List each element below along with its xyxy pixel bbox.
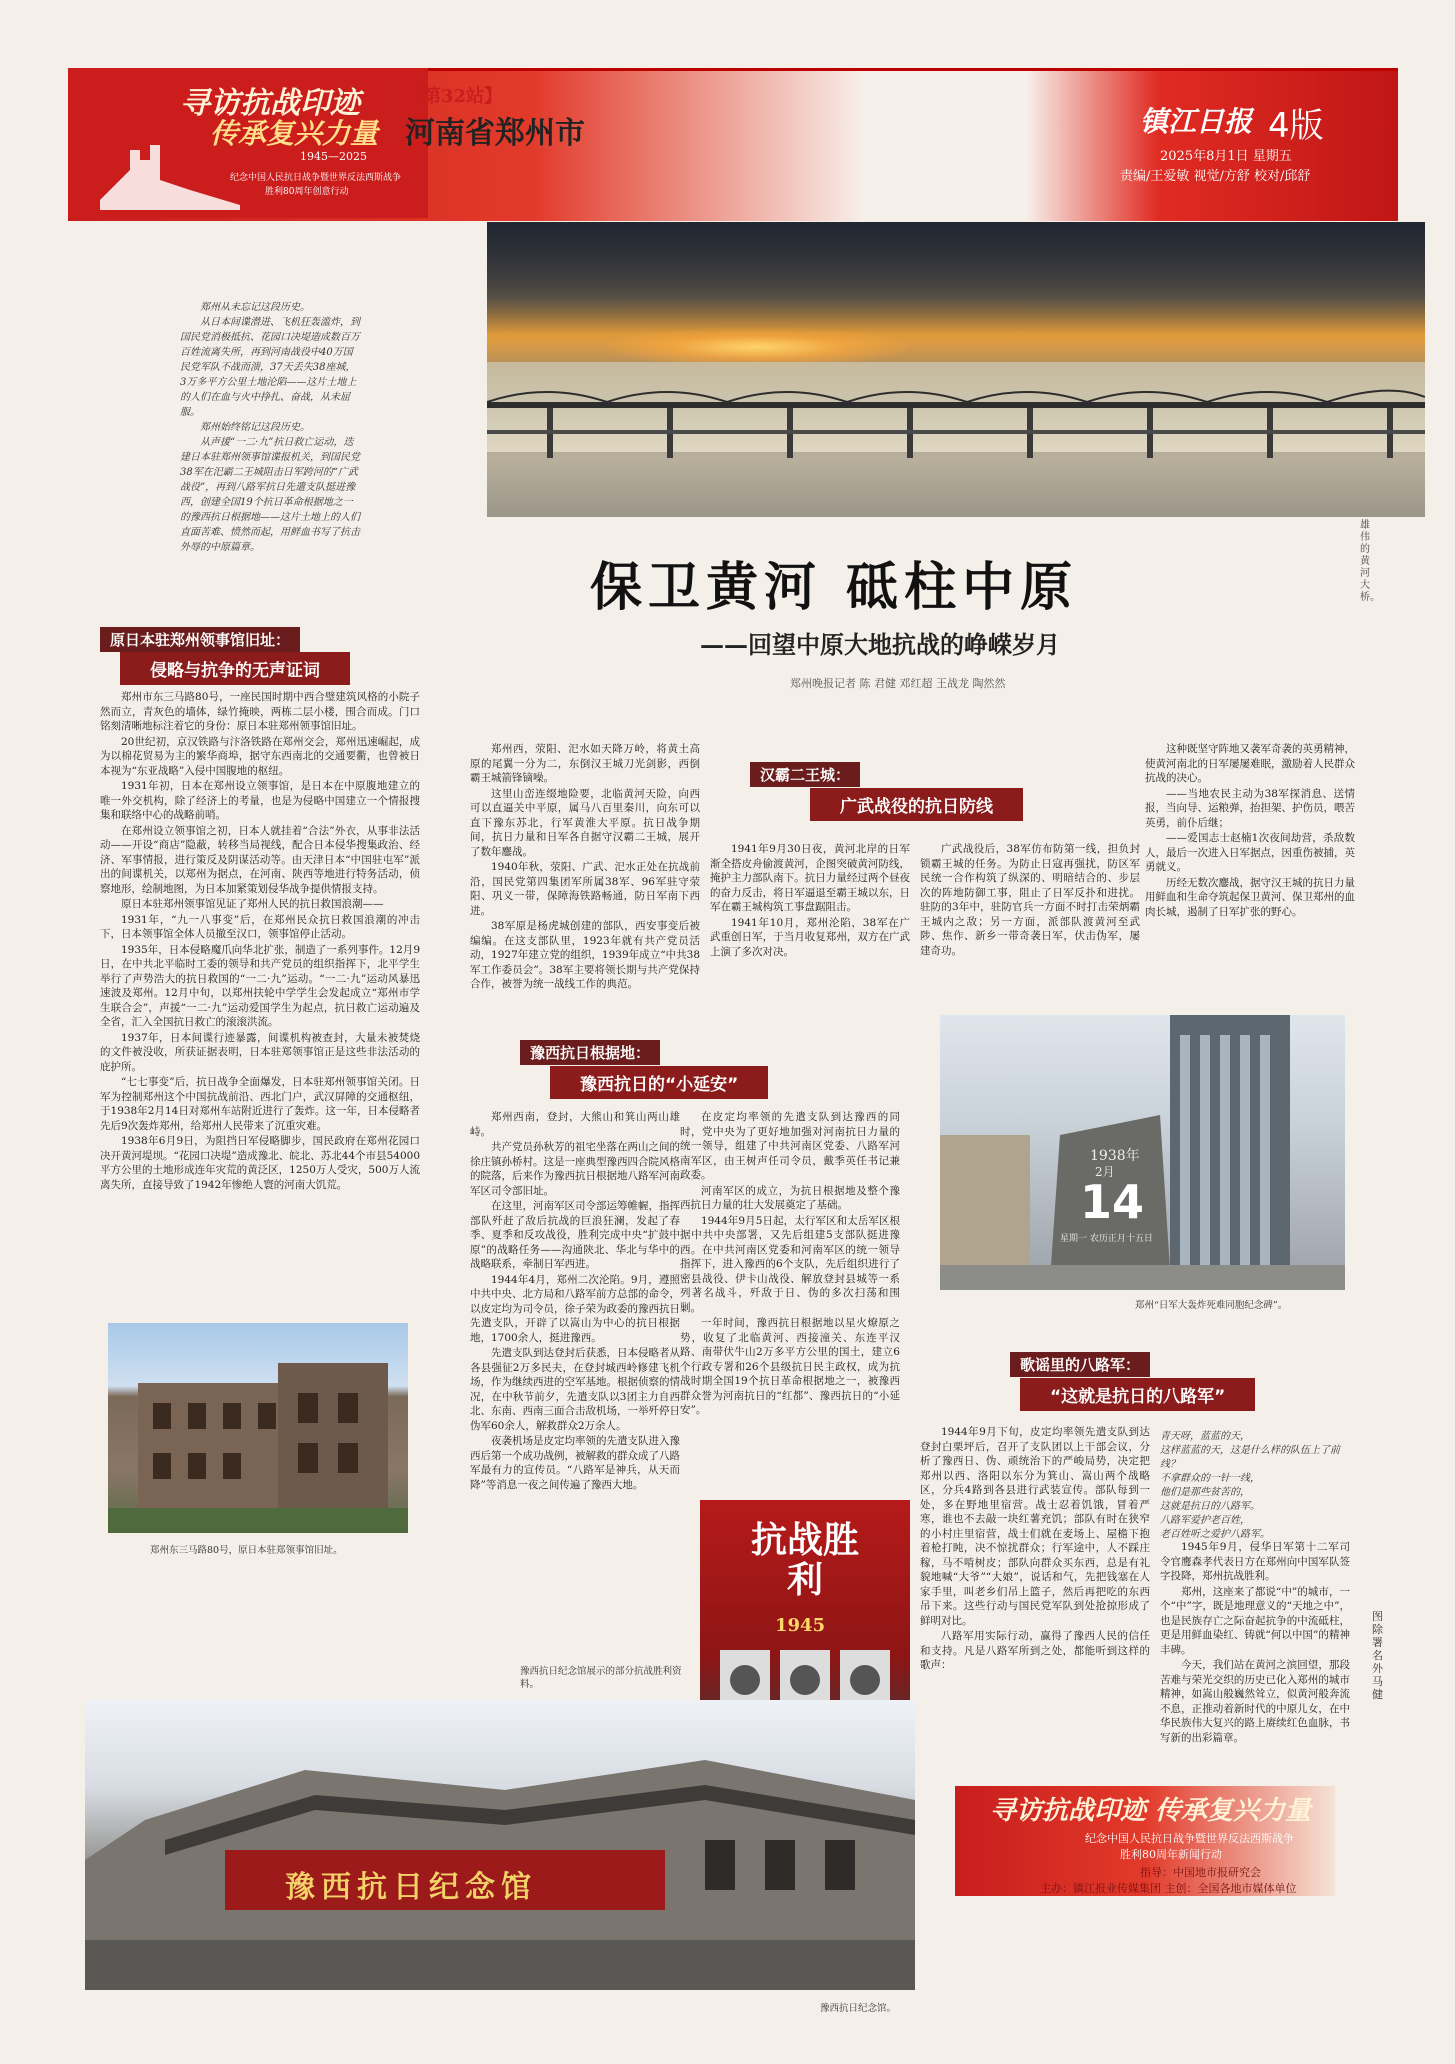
paragraph: 共产党员孙秋芳的祖宅坐落在两山之间的徐庄镇孙桥村。这是一座典型豫西四合院风格的院落，后来作为豫西抗日根据地八路军河南军区司令部旧址。 (470, 1141, 680, 1197)
paragraph: 1937年，日本间谍行迹暴露，间谍机构被查封，大量未被焚烧的文件被没收，所获证据表明，日本驻郑领事馆正是这些非法活动的庇护所。 (100, 1031, 420, 1073)
bridge-graphic (487, 382, 1425, 472)
photo-credit: 图除署名外 马健 (1372, 1610, 1383, 1701)
section1-body (100, 690, 420, 1193)
section4-title: “这就是抗日的八路军” (1020, 1378, 1255, 1411)
section4-body-2 (1160, 1540, 1350, 1746)
paragraph: ——当地农民主动为38军探消息、送情报，当向导、运粮弹，抬担架、护伤员，喂苦英勇，前仆后继； (1145, 787, 1355, 829)
section1-title: 侵略与抗争的无声证词 (120, 652, 350, 685)
section2-body-2 (1145, 742, 1355, 920)
monument-graphic (940, 1015, 1345, 1290)
hall-caption: 豫西抗日纪念馆。 (820, 2003, 897, 2014)
section3-label: 豫西抗日根据地： (520, 1040, 660, 1065)
paragraph: 原日本驻郑州领事馆见证了郑州人民的抗日救国浪潮—— (121, 898, 384, 910)
intro-p3: 郑州始终铭记这段历史。 (200, 422, 310, 433)
paragraph: 郑州，这座来了都说“中”的城市，一个“中”字，既是地理意义的“天地之中”，也是民族存亡之际奋起抗争的中流砥柱，更是用鲜血染红、铸就“何以中国”的精神丰碑。 (1160, 1585, 1350, 1656)
monument-photo (940, 1015, 1345, 1290)
intro-p4: 从声援“一二·九”抗日救亡运动，迭建日本驻郑州领事馆谍报机关，到国民党38军在汜霸二王城阻击日军跨河的“广武战役”，再到八路军抗日先遣支队挺进豫西，创建全国19个抗日革命根据地之一的豫西抗日根据地——这片土地上的人们直面苦难、愤然而起，用鲜血书写了抗击外辱的中原篇章。 (180, 437, 360, 553)
consulate-photo-caption: 郑州东三马路80号，原日本驻郑领事馆旧址。 (150, 1545, 343, 1556)
paragraph: 今天，我们站在黄河之滨回望，那段苦难与荣光交织的历史已化入郑州的城市精神，如嵩山般巍然耸立，似黄河般奔流不息，正推动着新时代的中原儿女，在中华民族伟大复兴的路上赓续红色血脉，书写新的出彩篇章。 (1160, 1659, 1350, 1744)
paragraph: 八路军用实际行动，赢得了豫西人民的信任和支持。凡是八路军所到之处，都能听到这样的歌声： (920, 1630, 1150, 1671)
paragraph: 在这里，河南军区司令部运筹帷幄，指挥部队歼赶了敌后抗战的巨浪狂澜，发起了春季、夏季和反攻战役，胜利完成中央“扩鼓中原”的战略任务——沟通陕北、华北与华中的战略联系，牵制日军西进。 (470, 1200, 680, 1270)
paragraph: 先遣支队到达登封后获悉，日本侵略者从各县强征2万多民夫，在登封城西岭修建飞机场，作为继续西进的空军基地。根据侦察的情况，在中秋节前夕，先遣支队以3团主力自西北、东南、西南三面合击敌机场，一举歼停日伪军60余人，解救群众2万余人。 (470, 1347, 680, 1432)
intro-p2: 从日本间谍潜进、飞机狂轰滥炸，到国民党消极抵抗、花园口决堤造成数百万百姓流离失所，再到河南战役中40万国民党军队不战而溃，37天丢失38座城，3万多平方公里土地沦陷——这片土地上的人们在血与火中挣扎、奋战，从未屈服。 (180, 317, 360, 418)
section3-title: 豫西抗日的“小延安” (550, 1066, 768, 1099)
main-headline: 保卫黄河 砥柱中原 (590, 558, 1079, 618)
footer-line-1: 纪念中国人民抗日战争暨世界反法西斯战争 (1085, 1832, 1294, 1845)
section4-body (920, 1425, 1150, 1674)
byline: 郑州晚报记者 陈 君健 邓红超 王战龙 陶然然 (790, 677, 1006, 690)
paragraph: 1940年秋，荥阳、广武、汜水正处在抗战前沿，国民党第四集团军所属38军、96军驻守荥阳、巩义一带，保障海铁路畅通，防日军南下西进。 (470, 861, 700, 917)
paragraph: 这种既坚守阵地又袭军奇袭的英勇精神，使黄河南北的日军屡屡难眠，激励着人民群众抗战的决心。 (1145, 743, 1355, 784)
paragraph: 20世纪初，京汉铁路与汴洛铁路在郑州交会，郑州迅速崛起，成为以棉花贸易为主的繁华商埠，据守东西南北的交通要衢，也曾被日本视为“东亚战略”入侵中国腹地的枢纽。 (100, 735, 420, 777)
section2-body (920, 842, 1140, 959)
monument-year: 1938年 (1090, 1148, 1140, 1164)
folk-song (1160, 1430, 1350, 1542)
paragraph: 1945年9月，侵华日军第十二军司令官鹰森孝代表日方在郑州向中国军队签字投降，郑州抗战胜利。 (1160, 1541, 1350, 1582)
poem-line: 青天呀，蓝蓝的天， (1160, 1431, 1250, 1442)
sub-headline: ——回望中原大地抗战的峥嵘岁月 (700, 630, 1060, 659)
header-slogan-1: 寻访抗战印迹 (180, 86, 360, 121)
header-slogan-2: 传承复兴力量 (210, 117, 379, 150)
poem-line: 八路军爱护老百姓， (1160, 1515, 1250, 1526)
section2-title: 广武战役的抗日防线 (810, 788, 1023, 821)
poem-line: 这就是抗日的八路军。 (1160, 1501, 1260, 1512)
building-graphic (108, 1323, 408, 1533)
exhibit-title: 抗战胜利 (750, 1519, 859, 1601)
header-years: 1945—2025 (300, 150, 367, 163)
memorial-hall-photo (85, 1700, 915, 1990)
section1-label: 原日本驻郑州领事馆旧址： (100, 627, 300, 652)
footer-line-2: 胜利80周年新闻行动 (1120, 1848, 1222, 1861)
monument-caption: 郑州“日军大轰炸死难同胞纪念碑”。 (1135, 1300, 1288, 1311)
section4-label: 歌谣里的八路军： (1010, 1352, 1150, 1377)
editor-credits: 责编/王爱敏 视觉/方舒 校对/邱舒 (1120, 169, 1311, 184)
edition-number: 4版 (1268, 106, 1324, 146)
paragraph: 1935年，日本侵略魔爪向华北扩张，制造了一系列事件。12月9日，在中共北平临时工委的领导和共产党员的组织指挥下，北平学生举行了声势浩大的抗日救国的“一二·九”运动。“一二·九”运动风暴迅速波及郑州。12月中旬，以郑州扶轮中学学生会发起成立“郑州市学生联合会”，声援“一二·九”运动爱国学生为起点，抗日救亡运动遍及全省，汇入全国抗日救亡的滚滚洪流。 (100, 943, 420, 1028)
section3-body (470, 1110, 680, 1493)
poem-line: 这样蓝蓝的天，这是什么样的队伍上了前线？ (1160, 1445, 1340, 1470)
sky-shade (487, 222, 1425, 342)
paragraph: 1938年6月9日，为阻挡日军侵略脚步，国民政府在郑州花园口决开黄河堤坝。“花园口决堤”造成豫北、皖北、苏北44个市县54000平方公里的土地形成连年灾荒的黄泛区，1250万人受灾，500万人流离失所，直接导致了1942年惨绝人寰的河南大饥荒。 (100, 1135, 420, 1191)
paragraph: 在皮定均率领的先遣支队到达豫西的同时，党中央为了更好地加强对河南抗日力量的统一领导，组建了中共河南区党委、八路军河南军区，由王树声任司令员，戴季英任书记兼政委。 (680, 1111, 900, 1181)
paragraph: 在郑州设立领事馆之初，日本人就挂着“合法”外衣，从事非法活动——开设“商店”隐蔽，转移当局视线，配合日本侵华搜集政治、经济、军事情报，进行策反及阴谋活动等。由天津日本“中国驻屯军”派出的间谍机关，以郑州为据点，在河南、陕西等地进行特务活动，侦察地形，绘制地图，为日本加紧策划侵华战争提供情报支持。 (100, 824, 420, 895)
footer-slogan: 寻访抗战印迹 传承复兴力量 (990, 1796, 1312, 1826)
section3-body-2 (680, 1110, 900, 1419)
header-subline-2: 胜利80周年创意行动 (265, 187, 349, 197)
exhibit-year: 1945 (775, 1615, 826, 1636)
paragraph: 1931年，“九一八事变”后，在郑州民众抗日救国浪潮的冲击下，日本领事馆全体人员撤至汉口，领事馆停止活动。 (100, 913, 420, 940)
header-divider (396, 82, 398, 144)
footer-line-3: 指导：中国地市报研究会 (1140, 1866, 1261, 1879)
monument-month: 2月 (1095, 1165, 1115, 1179)
paragraph: 郑州市东三马路80号，一座民国时期中西合璧建筑风格的小院子然而立，青灰色的墙体，绿竹掩映，两栋二层小楼，围合而成。门口铭刻清晰地标注着它的身份：原日本驻郑州领事馆旧址。 (100, 691, 420, 732)
paragraph: 夜袭机场是皮定均率领的先遣支队进入豫西后第一个成功战例，被解救的群众成了八路军最有力的宣传员。“八路军是神兵，从天而降”等消息一夜之间传遍了豫西大地。 (470, 1435, 680, 1491)
paragraph: “七七事变”后，抗日战争全面爆发，日本驻郑州领事馆关闭。日军为控制郑州这个中国抗战前沿、西北门户，武汉屏障的交通枢纽，于1938年2月14日对郑州车站附近进行了轰炸。这一年，日本侵略者先后9次轰炸郑州，给郑州人民带来了沉重灾难。 (100, 1076, 420, 1132)
paragraph: 历经无数次鏖战，据守汉王城的抗日力量用鲜血和生命夺筑起保卫黄河、保卫郑州的血肉长城，遏制了日军扩张的野心。 (1145, 876, 1355, 918)
consulate-building-photo (108, 1323, 408, 1533)
poem-line: 他们是那些贫苦的， (1160, 1487, 1250, 1498)
paragraph: 1944年9月下旬，皮定均率领先遣支队到达登封白栗坪后，召开了支队团以上干部会议，分析了豫西日、伪、顽统治下的严峻局势，决定把郑州以西、洛阳以东分为箕山、嵩山两个战略区，分兵4路到各县进行武装宣传。部队每到一处，多在野地里宿营。战士忍着饥饿，冒着严寒，谁也不去敲一块红薯充饥；部队有时在狭窄的小村庄里宿营，战士们就在麦场上、屋檐下抱着枪打盹，决不惊扰群众；行军途中，人不踩庄稼，马不啃树皮；部队向群众买东西，总是有礼貌地喊“大爷”“大娘”，说话和气，先把钱塞在人家手里，叫老乡们吊上篮子，然后再把吃的东西吊下来。这些行动与国民党军队到处抢掠形成了鲜明对比。 (920, 1426, 1150, 1627)
intro-text (180, 300, 360, 555)
header-subline-1: 纪念中国人民抗日战争暨世界反法西斯战争 (230, 173, 402, 183)
exhibit-caption: 豫西抗日纪念馆展示的部分抗战胜利资料。 (520, 1666, 682, 1690)
paragraph: 1944年4月，郑州二次沦陷。9月，遵照中共中央、北方局和八路军前方总部的命令，以皮定均为司令员，徐子荣为政委的豫西抗日先遣支队，开辟了以嵩山为中心的抗日根据地，1700余人，挺进豫西。 (470, 1273, 680, 1344)
hall-graphic (85, 1700, 915, 1990)
hero-photo-yellow-river-bridge (487, 222, 1425, 517)
newspaper-name: 镇江日报 (1140, 105, 1253, 138)
paragraph: 广武战役后，38军仿布防第一线，担负封锁霸王城的任务。为防止日寇再强扰，防区军民统一合作构筑了纵深的、明暗结合的、步层次的阵地防御工事，阻止了日军反扑和进扰。驻防的3年中，驻防官兵一方面不时打击荣炳霸王城内之敌；另一方面，派部队渡黄河至武陟、焦作、新乡一带奇袭日军，伏击伪军，屡建奇功。 (920, 843, 1140, 957)
paragraph: 河南军区的成立，为抗日根据地及整个豫西抗日力量的壮大发展奠定了基础。 (680, 1184, 900, 1211)
hall-sign: 豫西抗日纪念馆 (285, 1870, 537, 1905)
middle-column-body-2 (710, 842, 910, 960)
hero-caption: 雄伟的黄河大桥。 (1360, 520, 1380, 603)
middle-column-body (470, 742, 700, 993)
paragraph: 1944年9月5日起，太行军区和太岳军区根据中共中央部署，又先后组建5支部队挺进豫西。在中共河南区党委和河南军区的统一领导指挥下，进入豫西的6个支队，先后组织进行了密县战役、伊卡山战役、解放登封县城等一系列著名战斗，歼敌于日、伪的多次扫荡和围剿。 (680, 1214, 900, 1314)
paragraph: ——爱国志士赵楠1次夜间劫营，杀敌数人，最后一次进入日军据点，因重伤被捕，英勇就义。 (1145, 832, 1355, 873)
paragraph: 这里山峦连缀地险要，北临黄河天险，向西可以直逼关中平原，属马八百里秦川，向东可以直下豫东苏北，行军黄淮大平原。抗日战争期间，抗日力量和日军各自据守汉霸二王城，展开了数年鏖战。 (470, 787, 700, 858)
footer-line-4: 主办：镇江报业传媒集团 主创：全国各地市媒体单位 (1040, 1882, 1297, 1895)
paragraph: 1941年9月30日夜，黄河北岸的日军渐全搭皮舟偷渡黄河，企图突破黄河防线，掩护主力部队南下。抗日力量经过两个昼夜的奋力反击，将日军逼退至霸王城以东，日军在霸王城构筑工事盘踞阻击。 (710, 843, 910, 913)
issue-date: 2025年8月1日 星期五 (1160, 149, 1292, 164)
monument-weekday: 星期一 农历正月十五日 (1060, 1234, 1153, 1244)
poem-line: 老百姓听之爱护八路军。 (1160, 1529, 1270, 1540)
city-title: 河南省郑州市 (405, 116, 585, 151)
intro-p1: 郑州从未忘记这段历史。 (200, 302, 310, 313)
poem-line: 不拿群众的一针一线， (1160, 1473, 1260, 1484)
paragraph: 一年时间，豫西抗日根据地以星火燎原之势，收复了北临黄河、西接潼关、东连平汉路、南带伏牛山2万多平方公里的国土，建立6个行政专署和26个县级抗日民主政权，成为抗战时期全国19个抗日革命根据地之一，被豫西群众誉为河南抗日的“红都”、豫西抗日的“小延安”。 (680, 1317, 900, 1416)
section2-label: 汉霸二王城： (750, 762, 860, 787)
paragraph: 1941年10月，郑州沦陷，38军在广武重创日军，于当月收复郑州，双方在广武上演了多次对决。 (710, 916, 910, 958)
paragraph: 郑州西，荥阳、汜水如天降万岭，将黄土高原的尾翼一分为二，东倒汉王城刀光剑影，西倒霸王城箭锋镝噪。 (470, 743, 700, 784)
monument-day: 14 (1080, 1175, 1145, 1229)
paragraph: 郑州西南，登封，大熊山和箕山两山雄峙。 (470, 1111, 680, 1138)
station-number: 【第32站】 (405, 86, 503, 107)
paragraph: 38军原是杨虎城创建的部队，西安事变后被编编。在这支部队里，1923年就有共产党员活动，1927年建立党的组织，1939年成立“中共38军工作委员会”。38军主要将领长期与共产党保持合作，被誉为统一战线工作的典范。 (470, 920, 700, 990)
paragraph: 1931年初，日本在郑州设立领事馆，是日本在中原腹地建立的唯一外交机构，除了经济上的考量，也是为侵略中国建立一个情报搜集和联络中心的战略前哨。 (100, 780, 420, 821)
